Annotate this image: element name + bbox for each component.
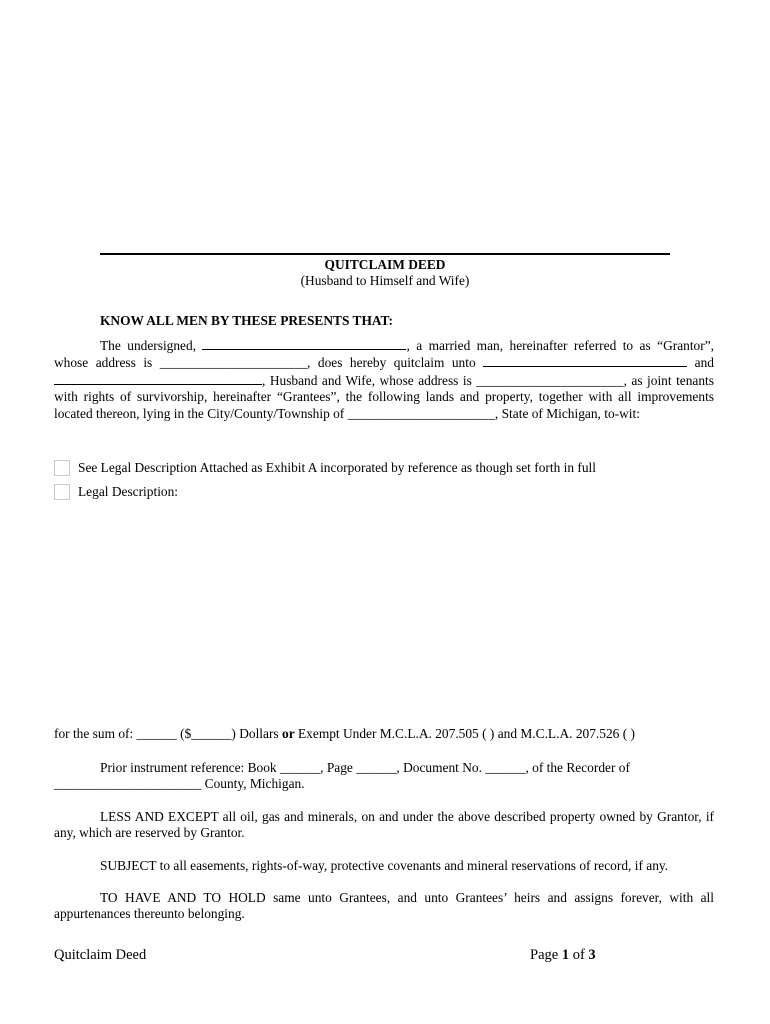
exempt-text: Exempt Under M.C.L.A. 207.505 ( ) and M.C.L.A. 207.526 ( ) — [298, 726, 635, 741]
document-title: QUITCLAIM DEED — [324, 257, 446, 272]
prior-instrument-line-2: ______________________ County, Michigan. — [54, 776, 305, 791]
sum-line — [54, 726, 714, 742]
grant-text-a: The undersigned, — [100, 338, 197, 353]
header-rule — [100, 253, 670, 255]
sum-text: for the sum of: ______ ($______) Dollars — [54, 726, 279, 741]
exhibit-a-label: See Legal Description Attached as Exhibit A incorporated by reference as though set forth in full — [78, 460, 596, 475]
subject-clause: SUBJECT to all easements, rights-of-way, protective covenants and mineral reservations of record, if any. — [100, 858, 669, 873]
footer-page-number — [530, 947, 596, 964]
habendum-clause: TO HAVE AND TO HOLD same unto Grantees, and unto Grantees’ heirs and assigns forever, with all appurtenances thereunto belonging. — [54, 890, 714, 922]
grantee-name-blank-2[interactable] — [54, 372, 262, 385]
option-legal-description[interactable] — [54, 483, 178, 501]
legal-description-label: Legal Description: — [78, 484, 179, 499]
sum-or: or — [282, 726, 295, 741]
page-prefix: Page — [530, 947, 559, 963]
grant-text-b: , a married man, hereinafter referred to as “Grantor”, whose address is ______________________, does hereby quitclaim unto — [54, 338, 715, 371]
grant-text-d: , Husband and Wife, whose address is ______________________, as joint tenants with rights of survivorship, hereinafter “Grantees”, the following lands and property, together with all improvements located thereon, lying in the City/County/Township of ______________________, State of Michigan, to-wit: — [54, 372, 714, 421]
grantor-name-blank[interactable] — [202, 337, 406, 350]
footer-document-name: Quitclaim Deed — [54, 947, 147, 963]
prior-instrument-line-1: Prior instrument reference: Book ______, Page ______, Document No. ______, of the Recorder of — [100, 760, 630, 775]
document-subtitle: (Husband to Himself and Wife) — [300, 273, 470, 288]
page-of: of — [572, 947, 585, 963]
grant-paragraph — [54, 337, 714, 422]
page-total: 3 — [588, 947, 596, 963]
legal-description-checkbox[interactable] — [54, 484, 70, 500]
intro-heading: KNOW ALL MEN BY THESE PRESENTS THAT: — [100, 313, 393, 328]
less-and-except: LESS AND EXCEPT all oil, gas and minerals, on and under the above described property owned by Grantor, if any, which are reserved by Grantor. — [54, 809, 714, 841]
page-current: 1 — [561, 947, 570, 963]
option-exhibit-a[interactable] — [54, 459, 596, 477]
exhibit-a-checkbox[interactable] — [54, 460, 70, 476]
grant-text-c: and — [694, 355, 714, 371]
grantee-name-blank-1[interactable] — [483, 354, 687, 367]
